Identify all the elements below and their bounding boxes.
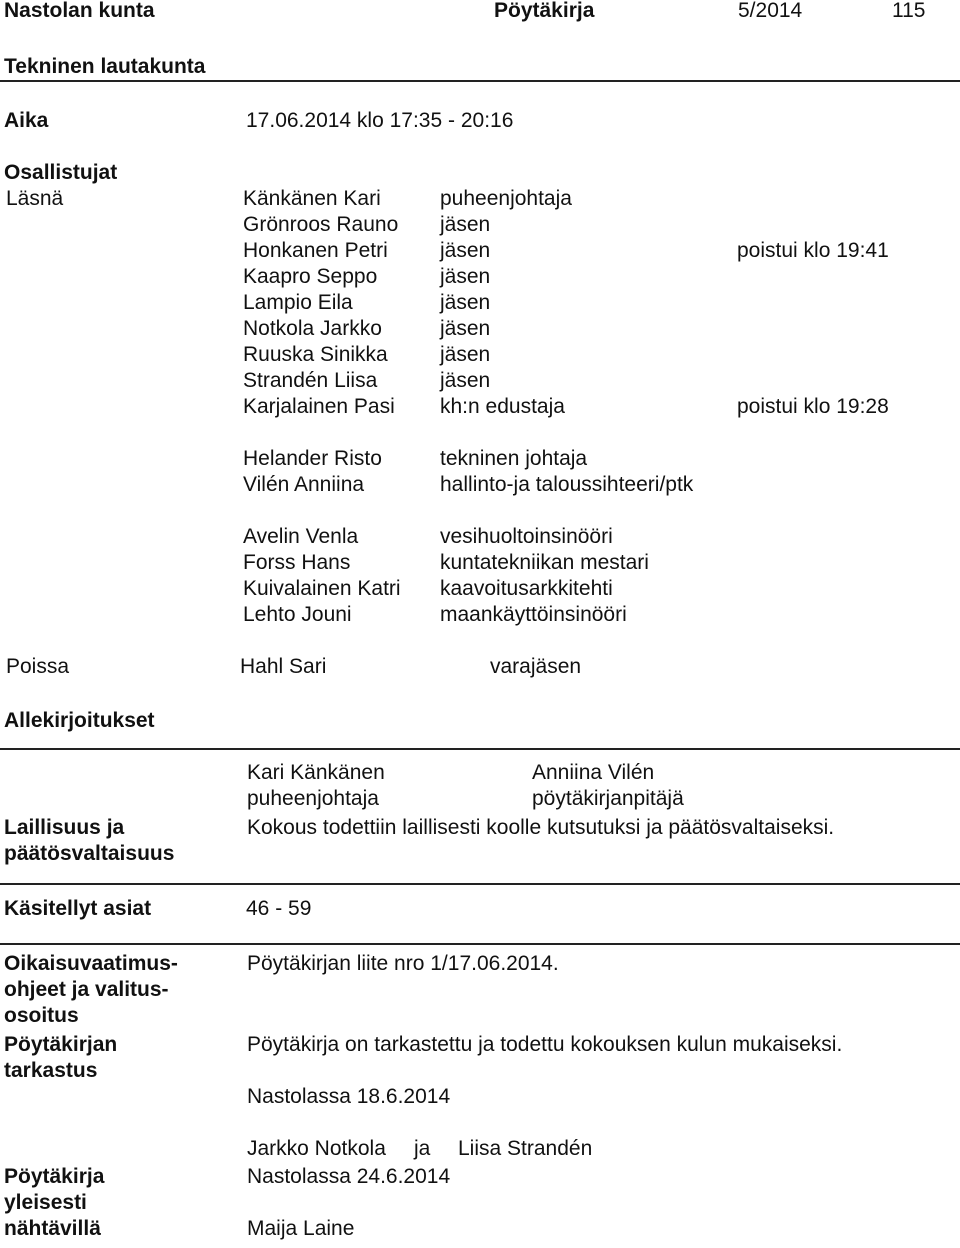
appeal-label-line1: Oikaisuvaatimus- [4, 952, 178, 975]
expert-name: Kuivalainen Katri [243, 577, 401, 600]
official-role: tekninen johtaja [440, 447, 588, 470]
expert-role: maankäyttöinsinööri [440, 603, 627, 626]
appeal-text: Pöytäkirjan liite nro 1/17.06.2014. [247, 952, 559, 975]
legality-text: Kokous todettiin laillisesti koolle kutsutuksi ja päätösvaltaiseksi. [247, 816, 835, 839]
document-type: Pöytäkirja [494, 0, 595, 22]
official-name: Vilén Anniina [243, 473, 365, 496]
member-role: jäsen [440, 265, 491, 288]
official-role: hallinto-ja taloussihteeri/ptk [440, 473, 694, 496]
expert-role: vesihuoltoinsinööri [440, 525, 613, 548]
member-name: Lampio Eila [243, 291, 353, 314]
time-label: Aika [4, 109, 49, 132]
member-role: puheenjohtaja [440, 187, 572, 210]
participants-heading: Osallistujat [4, 161, 118, 184]
member-name: Honkanen Petri [243, 239, 388, 262]
items-value: 46 - 59 [246, 897, 312, 920]
review-label-line2: tarkastus [4, 1059, 98, 1082]
absent-name: Hahl Sari [240, 655, 327, 678]
member-name: Notkola Jarkko [243, 317, 382, 340]
member-note: poistui klo 19:28 [737, 395, 889, 418]
member-role: jäsen [440, 317, 491, 340]
public-signer: Maija Laine [247, 1217, 355, 1240]
member-name: Karjalainen Pasi [243, 395, 395, 418]
items-divider [0, 943, 960, 945]
time-value: 17.06.2014 klo 17:35 - 20:16 [246, 109, 514, 132]
appeal-label-line2: ohjeet ja valitus- [4, 978, 169, 1001]
appeal-label-line3: osoitus [4, 1004, 79, 1027]
chair-title: puheenjohtaja [247, 787, 379, 810]
public-label-line2: yleisesti [4, 1191, 87, 1214]
public-place-date: Nastolassa 24.6.2014 [247, 1165, 451, 1188]
member-role: jäsen [440, 369, 491, 392]
signatures-heading: Allekirjoitukset [4, 709, 155, 732]
review-place-date: Nastolassa 18.6.2014 [247, 1085, 451, 1108]
expert-name: Avelin Venla [243, 525, 359, 548]
expert-role: kaavoitusarkkitehti [440, 577, 613, 600]
member-role: jäsen [440, 213, 491, 236]
minutes-number: 5/2014 [738, 0, 803, 22]
expert-role: kuntatekniikan mestari [440, 551, 649, 574]
review-label-line1: Pöytäkirjan [4, 1033, 118, 1056]
reviewer-1: Jarkko Notkola [247, 1137, 386, 1160]
member-note: poistui klo 19:41 [737, 239, 889, 262]
committee-name: Tekninen lautakunta [4, 55, 206, 78]
chair-name: Kari Känkänen [247, 761, 385, 784]
expert-name: Forss Hans [243, 551, 351, 574]
member-name: Grönroos Rauno [243, 213, 399, 236]
absent-role: varajäsen [490, 655, 582, 678]
secretary-name: Anniina Vilén [532, 761, 655, 784]
member-role: jäsen [440, 239, 491, 262]
legality-divider [0, 883, 960, 885]
header-divider [0, 80, 960, 82]
legality-label-line1: Laillisuus ja [4, 816, 125, 839]
public-label-line1: Pöytäkirja [4, 1165, 105, 1188]
member-name: Känkänen Kari [243, 187, 381, 210]
reviewer-2: Liisa Strandén [458, 1137, 593, 1160]
review-text: Pöytäkirja on tarkastettu ja todettu kokouksen kulun mukaiseksi. [247, 1033, 843, 1056]
member-role: jäsen [440, 291, 491, 314]
page-number: 115 [892, 0, 926, 22]
expert-name: Lehto Jouni [243, 603, 352, 626]
absent-label: Poissa [6, 655, 70, 678]
member-name: Kaapro Seppo [243, 265, 378, 288]
legality-label-line2: päätösvaltaisuus [4, 842, 175, 865]
member-name: Strandén Liisa [243, 369, 378, 392]
signatures-divider [0, 748, 960, 750]
member-role: jäsen [440, 343, 491, 366]
items-label: Käsitellyt asiat [4, 897, 152, 920]
reviewer-conjunction: ja [414, 1137, 431, 1160]
public-label-line3: nähtävillä [4, 1217, 101, 1240]
official-name: Helander Risto [243, 447, 382, 470]
municipality-name: Nastolan kunta [4, 0, 155, 22]
member-name: Ruuska Sinikka [243, 343, 388, 366]
present-label: Läsnä [6, 187, 64, 210]
secretary-title: pöytäkirjanpitäjä [532, 787, 684, 810]
member-role: kh:n edustaja [440, 395, 565, 418]
